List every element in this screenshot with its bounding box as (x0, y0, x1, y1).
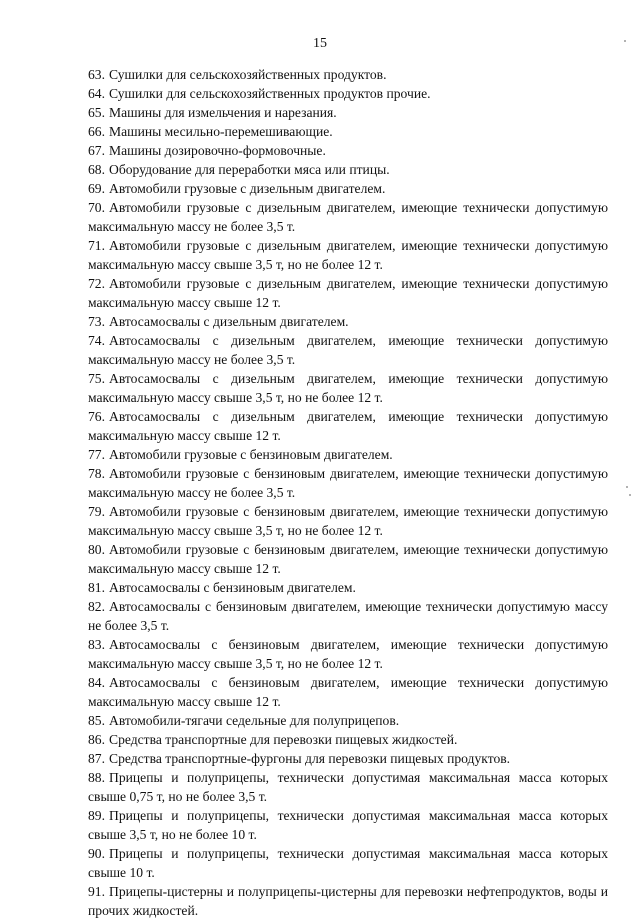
item-text: Автомобили грузовые с бензиновым двигателем, имеющие технически допустимую максимальную массу свыше 12 т. (88, 542, 608, 576)
item-number: 80. (88, 542, 105, 557)
item-text: Средства транспортные-фургоны для перевозки пищевых продуктов. (109, 751, 511, 766)
item-number: 70. (88, 200, 105, 215)
list-item (88, 445, 608, 464)
list-item (88, 578, 608, 597)
item-text: Оборудование для переработки мяса или птицы. (109, 162, 390, 177)
item-number: 89. (88, 808, 105, 823)
item-number: 75. (88, 371, 105, 386)
item-number: 88. (88, 770, 105, 785)
list-item (88, 768, 608, 806)
item-number: 68. (88, 162, 105, 177)
item-text: Средства транспортные для перевозки пищевых жидкостей. (109, 732, 458, 747)
item-number: 78. (88, 466, 105, 481)
list-item (88, 407, 608, 445)
item-text: Автосамосвалы с дизельным двигателем. (109, 314, 349, 329)
item-text: Автомобили грузовые с бензиновым двигателем. (109, 447, 393, 462)
item-text: Машины дозировочно-формовочные. (109, 143, 326, 158)
item-text: Автомобили грузовые с бензиновым двигателем, имеющие технически допустимую максимальную массу свыше 3,5 т, но не более 12 т. (88, 504, 608, 538)
scan-speck (626, 486, 628, 488)
item-text: Прицепы-цистерны и полуприцепы-цистерны для перевозки нефтепродуктов, воды и прочих жидкостей. (88, 884, 608, 918)
list-item (88, 369, 608, 407)
item-text: Автомобили-тягачи седельные для полуприцепов. (109, 713, 400, 728)
item-number: 90. (88, 846, 105, 861)
item-number: 86. (88, 732, 105, 747)
item-number: 71. (88, 238, 105, 253)
item-text: Сушилки для сельскохозяйственных продуктов прочие. (109, 86, 431, 101)
item-text: Автосамосвалы с бензиновым двигателем, имеющие технически допустимую массу не более 3,5 т. (88, 599, 608, 633)
item-text: Машины для измельчения и нарезания. (109, 105, 337, 120)
item-number: 77. (88, 447, 105, 462)
list-item (88, 464, 608, 502)
item-number: 66. (88, 124, 105, 139)
item-number: 85. (88, 713, 105, 728)
list-item (88, 730, 608, 749)
item-number: 64. (88, 86, 105, 101)
item-text: Автосамосвалы с бензиновым двигателем. (109, 580, 356, 595)
item-number: 84. (88, 675, 105, 690)
item-number: 76. (88, 409, 105, 424)
page-number: 15 (313, 36, 327, 51)
list-item (88, 122, 608, 141)
item-number: 67. (88, 143, 105, 158)
item-text: Автосамосвалы с бензиновым двигателем, имеющие технически допустимую максимальную массу свыше 3,5 т, но не более 12 т. (88, 637, 608, 671)
list-item (88, 198, 608, 236)
list-item (88, 179, 608, 198)
list-item (88, 502, 608, 540)
item-number: 91. (88, 884, 105, 899)
list-item (88, 141, 608, 160)
item-number: 73. (88, 314, 105, 329)
item-text: Автомобили грузовые с дизельным двигателем. (109, 181, 386, 196)
item-number: 65. (88, 105, 105, 120)
list-item (88, 84, 608, 103)
item-number: 69. (88, 181, 105, 196)
list-item (88, 160, 608, 179)
list-item (88, 103, 608, 122)
item-text: Автосамосвалы с дизельным двигателем, имеющие технически допустимую максимальную массу свыше 3,5 т, но не более 12 т. (88, 371, 608, 405)
list-item (88, 65, 608, 84)
item-list (88, 65, 608, 920)
list-item (88, 806, 608, 844)
list-item (88, 331, 608, 369)
list-item (88, 635, 608, 673)
item-number: 63. (88, 67, 105, 82)
list-item (88, 673, 608, 711)
item-number: 79. (88, 504, 105, 519)
list-item (88, 312, 608, 331)
item-number: 82. (88, 599, 105, 614)
item-number: 83. (88, 637, 105, 652)
item-number: 81. (88, 580, 105, 595)
list-item (88, 236, 608, 274)
scan-speck (629, 494, 631, 496)
list-item (88, 844, 608, 882)
list-item (88, 540, 608, 578)
item-text: Сушилки для сельскохозяйственных продуктов. (109, 67, 387, 82)
item-number: 72. (88, 276, 105, 291)
scan-speck (624, 40, 626, 42)
item-text: Автомобили грузовые с дизельным двигателем, имеющие технически допустимую максимальную массу свыше 12 т. (88, 276, 608, 310)
item-text: Автосамосвалы с дизельным двигателем, имеющие технически допустимую максимальную массу не более 3,5 т. (88, 333, 608, 367)
item-text: Прицепы и полуприцепы, технически допустимая максимальная масса которых свыше 0,75 т, но не более 3,5 т. (88, 770, 608, 804)
item-text: Машины месильно-перемешивающие. (109, 124, 333, 139)
list-item (88, 711, 608, 730)
list-item (88, 274, 608, 312)
item-text: Автомобили грузовые с дизельным двигателем, имеющие технически допустимую максимальную массу не более 3,5 т. (88, 200, 608, 234)
item-number: 87. (88, 751, 105, 766)
item-text: Автосамосвалы с бензиновым двигателем, имеющие технически допустимую максимальную массу свыше 12 т. (88, 675, 608, 709)
item-text: Автосамосвалы с дизельным двигателем, имеющие технически допустимую максимальную массу свыше 12 т. (88, 409, 608, 443)
list-item (88, 749, 608, 768)
list-item (88, 882, 608, 920)
item-text: Прицепы и полуприцепы, технически допустимая максимальная масса которых свыше 3,5 т, но не более 10 т. (88, 808, 608, 842)
item-text: Прицепы и полуприцепы, технически допустимая максимальная масса которых свыше 10 т. (88, 846, 608, 880)
list-item (88, 597, 608, 635)
item-text: Автомобили грузовые с дизельным двигателем, имеющие технически допустимую максимальную массу свыше 3,5 т, но не более 12 т. (88, 238, 608, 272)
item-number: 74. (88, 333, 105, 348)
item-text: Автомобили грузовые с бензиновым двигателем, имеющие технически допустимую максимальную массу не более 3,5 т. (88, 466, 608, 500)
